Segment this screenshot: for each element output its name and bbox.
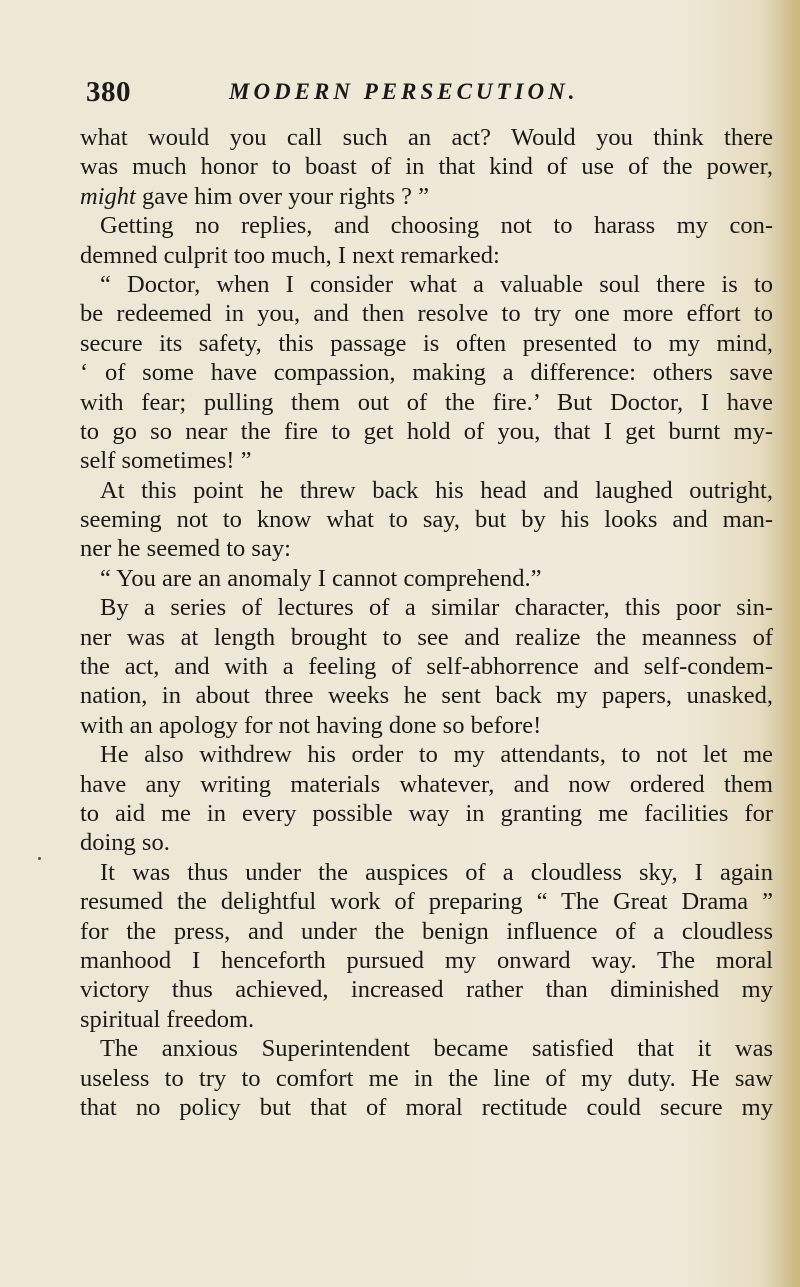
- text-line: with an apology for not having done so before!: [80, 711, 542, 739]
- text-line: ‘ of some have compassion, making a difference: others save: [80, 359, 773, 387]
- text-line: spiritual freedom.: [80, 1005, 255, 1033]
- page-edge-shading: [782, 0, 800, 1287]
- text-line: to aid me in every possible way in granting me facilities for: [80, 799, 773, 827]
- text-line: The anxious Superintendent became satisfied that it was: [100, 1035, 773, 1063]
- text-line: “ Doctor, when I consider what a valuable soul there is to: [100, 270, 773, 298]
- text-line: resumed the delightful work of preparing “ The Great Drama ”: [80, 888, 773, 916]
- text-line: self sometimes! ”: [80, 447, 252, 475]
- text-line: manhood I henceforth pursued my onward way. The moral: [80, 946, 773, 974]
- text-line: “ You are an anomaly I cannot comprehend.”: [100, 564, 542, 592]
- text-line: ner was at length brought to see and realize the meanness of: [80, 623, 773, 651]
- page-header: [86, 76, 766, 116]
- text-line: be redeemed in you, and then resolve to try one more effort to: [80, 300, 773, 328]
- text-line: seeming not to know what to say, but by his looks and man-: [80, 506, 773, 534]
- text-line: with fear; pulling them out of the fire.’ But Doctor, I have: [80, 388, 773, 416]
- text-line: for the press, and under the benign influence of a cloudless: [80, 917, 773, 945]
- text-line: useless to try to comfort me in the line of my duty. He saw: [80, 1064, 773, 1092]
- text-line: what would you call such an act? Would you think there: [80, 124, 773, 151]
- page-number: 380: [86, 76, 131, 108]
- text-line: ner he seemed to say:: [80, 535, 291, 563]
- running-head: MODERN PERSECUTION.: [229, 79, 579, 104]
- text-line: the act, and with a feeling of self-abhorrence and self-condem-: [80, 653, 773, 681]
- text-line: might gave him over your rights ? ”: [80, 182, 430, 210]
- italic-word: might: [80, 182, 136, 210]
- text-line: secure its safety, this passage is often presented to my mind,: [80, 329, 773, 357]
- text-line: It was thus under the auspices of a cloudless sky, I again: [100, 858, 773, 886]
- text-line: By a series of lectures of a similar character, this poor sin-: [100, 594, 773, 622]
- text-line: to go so near the fire to get hold of you, that I get burnt my-: [80, 417, 773, 445]
- text-line: He also withdrew his order to my attendants, to not let me: [100, 741, 773, 769]
- text-line: that no policy but that of moral rectitude could secure my: [80, 1093, 773, 1121]
- text-line: have any writing materials whatever, and now ordered them: [80, 770, 773, 798]
- text-line: doing so.: [80, 829, 170, 857]
- text-line: victory thus achieved, increased rather than diminished my: [80, 976, 773, 1004]
- margin-speck: [38, 857, 41, 860]
- text-line: At this point he threw back his head and laughed outright,: [100, 476, 773, 504]
- text-line: nation, in about three weeks he sent back my papers, unasked,: [80, 682, 773, 710]
- text-line: Getting no replies, and choosing not to harass my con-: [100, 212, 773, 240]
- text-line: was much honor to boast of in that kind of use of the power,: [80, 153, 773, 181]
- text-line: demned culprit too much, I next remarked:: [80, 241, 500, 269]
- body-text: [80, 123, 773, 1122]
